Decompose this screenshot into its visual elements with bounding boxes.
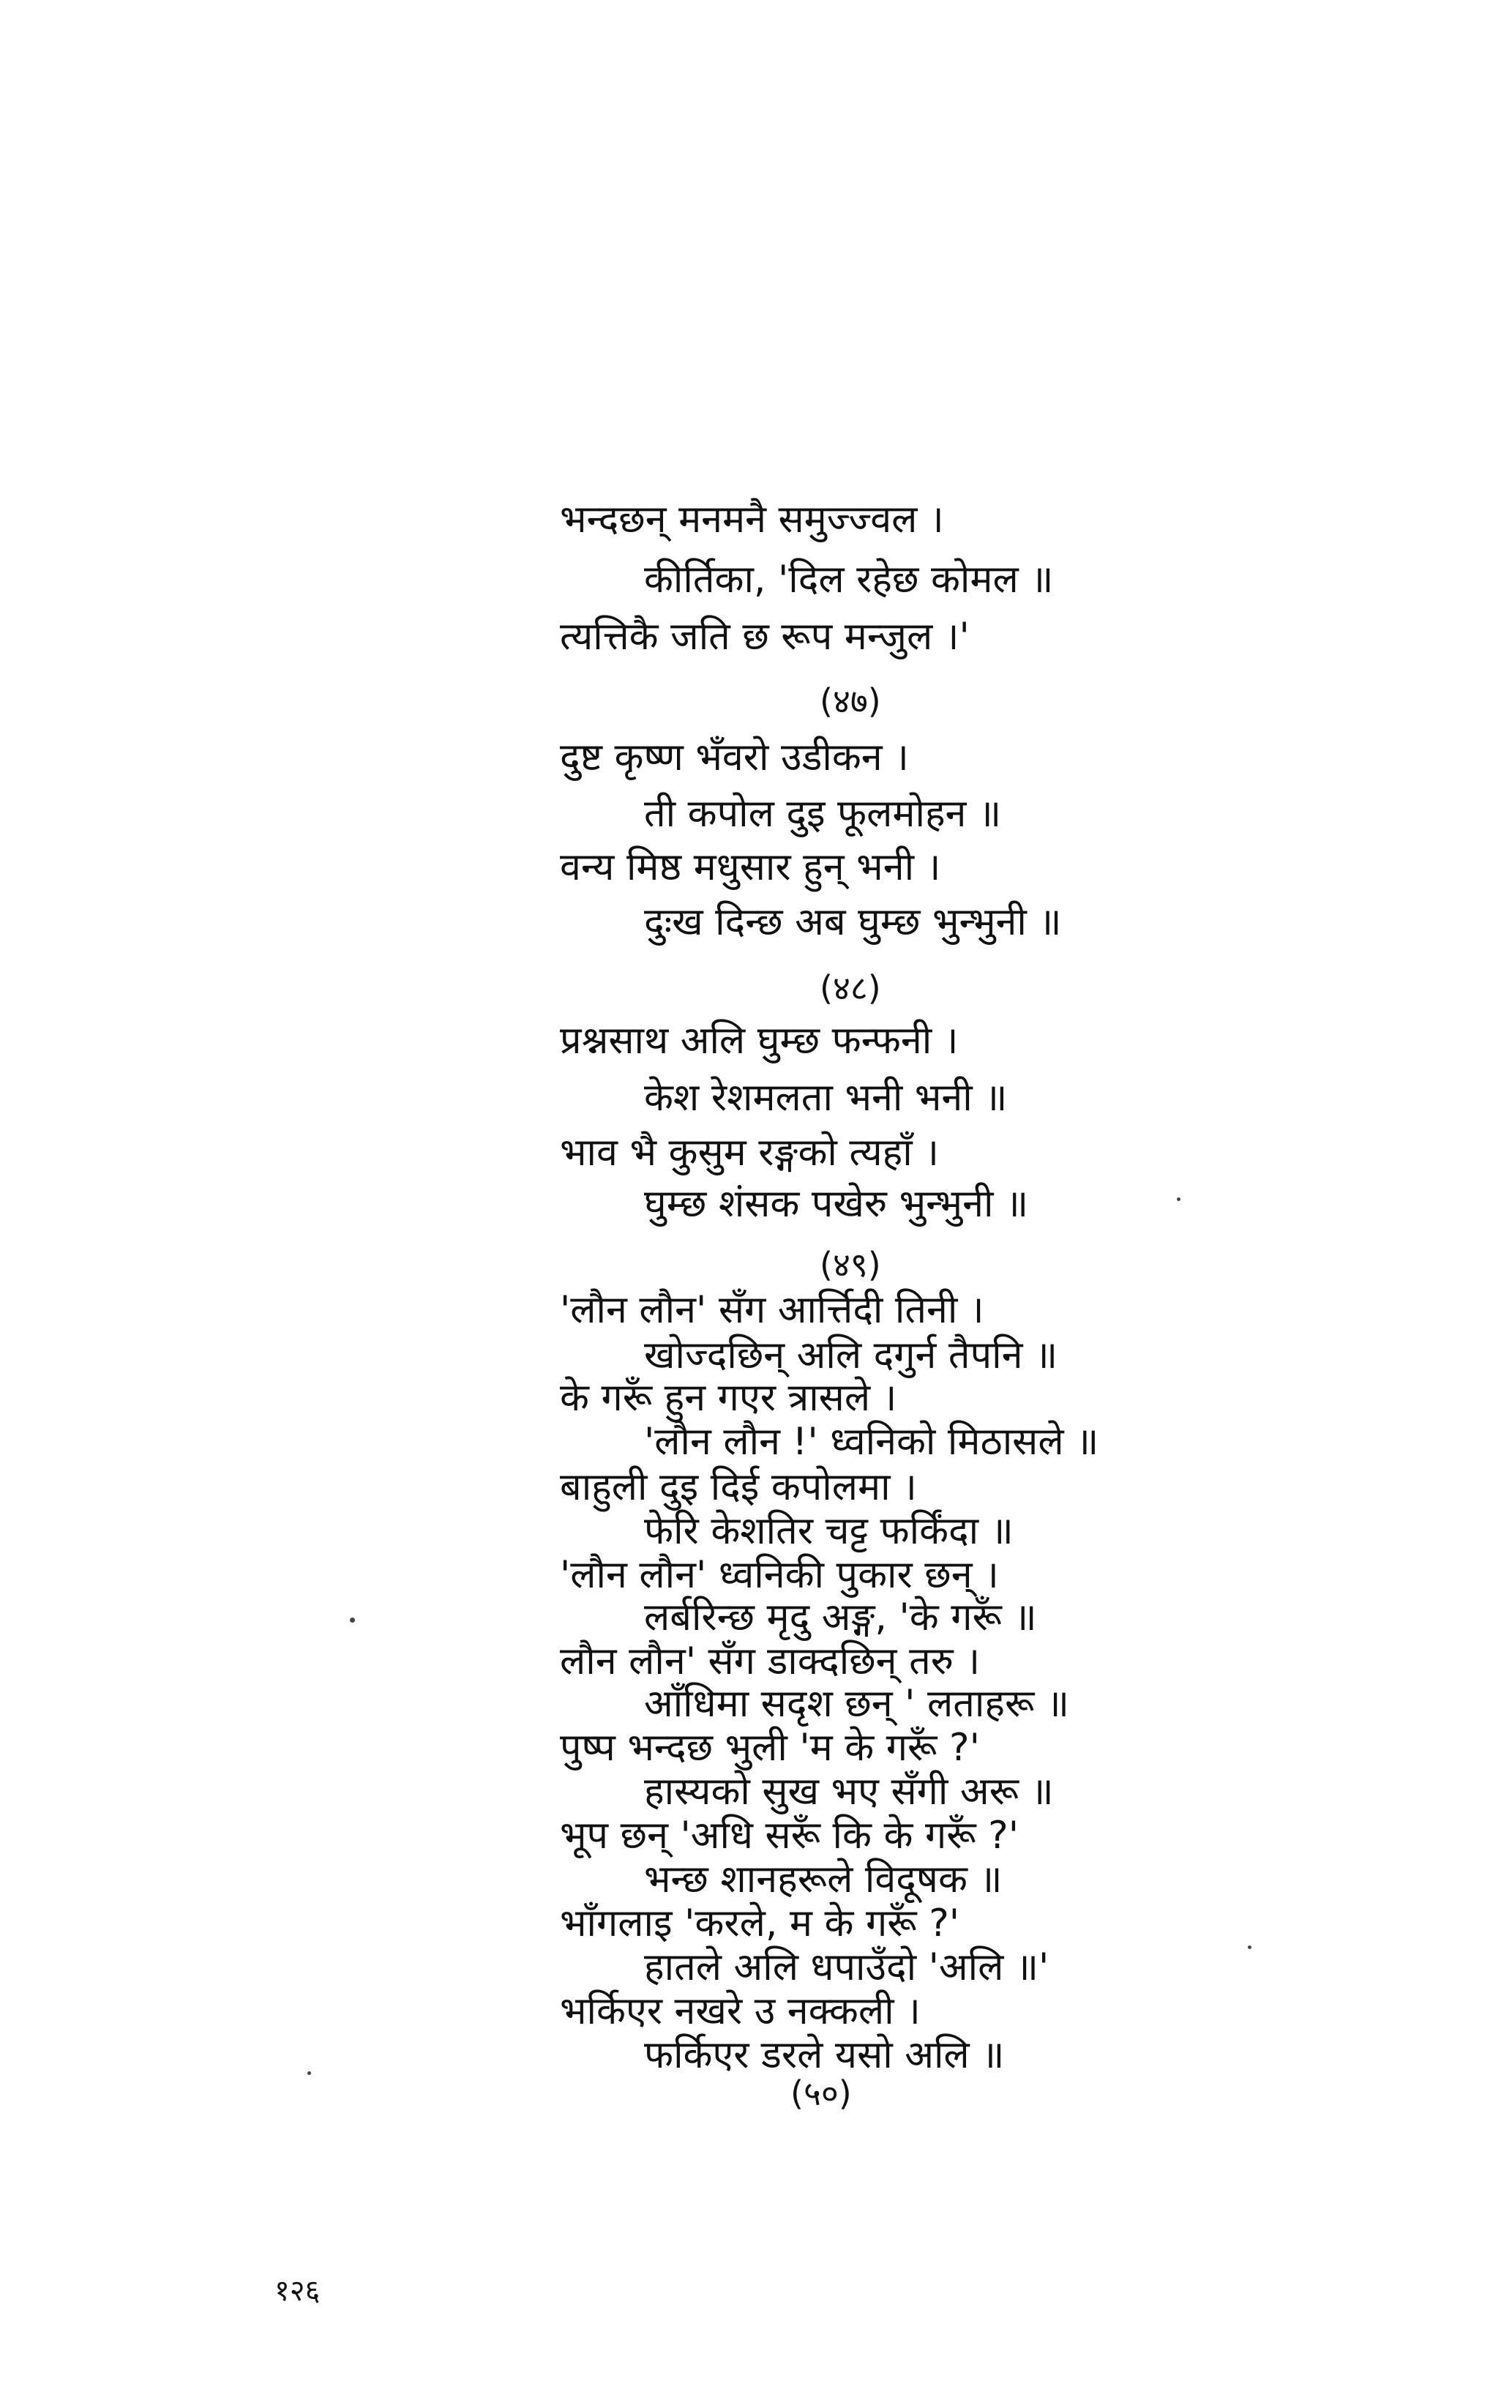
stanza-number: (४८) [820, 968, 881, 1008]
stanza-number: (४७) [820, 681, 881, 721]
verse-line: भर्किएर नखरे उ नक्कली । [560, 1989, 921, 2033]
verse-line: फर्किएर डरले यसो अलि ॥ [644, 2033, 1005, 2077]
scan-speck [1248, 1945, 1251, 1949]
stanza-number: (५०) [790, 2074, 852, 2113]
verse-line: भाव भै कुसुम रङ्गको त्यहाँ । [560, 1131, 939, 1175]
verse-line: भन्छ शानहरूले विदूषक ॥ [644, 1858, 1003, 1902]
verse-line: केश रेशमलता भनी भनी ॥ [644, 1076, 1008, 1120]
verse-line: 'लौन लौन' ध्वनिकी पुकार छन् । [560, 1553, 999, 1597]
verse-line: के गरूँ हुन गएर त्रासले । [560, 1376, 897, 1420]
scan-speck [350, 1618, 355, 1623]
verse-line: वन्य मिष्ठ मधुसार हुन् भनी । [560, 845, 941, 889]
scan-speck [307, 2071, 311, 2075]
verse-line: आँधिमा सदृश छन् ' लताहरू ॥ [644, 1682, 1070, 1726]
verse-line: ती कपोल दुइ फूलमोहन ॥ [644, 792, 1002, 836]
verse-line: लर्बरिन्छ मृदु अङ्ग, 'के गरूँ ॥ [644, 1596, 1037, 1639]
verse-line: घुम्छ शंसक पखेरु भुन्भुनी ॥ [644, 1182, 1029, 1226]
verse-line: हास्यको सुख भए सँगी अरू ॥ [644, 1770, 1054, 1814]
scan-speck [1177, 1197, 1180, 1201]
verse-line: हातले अलि धपाउँदो 'अलि ॥' [644, 1945, 1049, 1989]
verse-line: भूप छन् 'अधि सरूँ कि के गरूँ ?' [560, 1814, 1019, 1858]
verse-line: फेरि केशतिर चट्ट फर्किंदा ॥ [644, 1509, 1014, 1553]
verse-line: 'लौन लौन' सँग आर्त्तिदी तिनी । [560, 1288, 984, 1332]
verse-line: भाँगलाइ 'करले, म के गरूँ ?' [560, 1902, 960, 1945]
verse-line: त्यत्तिकै जति छ रूप मन्जुल ।' [560, 615, 970, 659]
verse-line: बाहुली दुइ दिई कपोलमा । [560, 1465, 917, 1509]
verse-line: दुष्ट कृष्ण भँवरो उडीकन । [560, 736, 909, 779]
verse-line: कीर्तिका, 'दिल रहेछ कोमल ॥ [644, 558, 1054, 602]
verse-line: भन्दछन् मनमनै समुज्ज्वल । [560, 498, 944, 542]
verse-line: खोज्दछिन् अलि दगुर्न तैपनि ॥ [644, 1334, 1058, 1377]
page-number: १२६ [274, 2274, 321, 2308]
verse-line: पुष्प भन्दछ भुली 'म के गरूँ ?' [560, 1726, 980, 1770]
verse-line: प्रश्नसाथ अलि घुम्छ फन्फनी । [560, 1019, 959, 1063]
verse-line: लौन लौन' सँग डाक्दछिन् तरु । [560, 1639, 981, 1683]
stanza-number: (४९) [820, 1245, 881, 1285]
verse-line: दुःख दिन्छ अब घुम्छ भुन्भुनी ॥ [644, 900, 1062, 944]
verse-line: 'लौन लौन !' ध्वनिको मिठासले ॥ [644, 1420, 1099, 1464]
